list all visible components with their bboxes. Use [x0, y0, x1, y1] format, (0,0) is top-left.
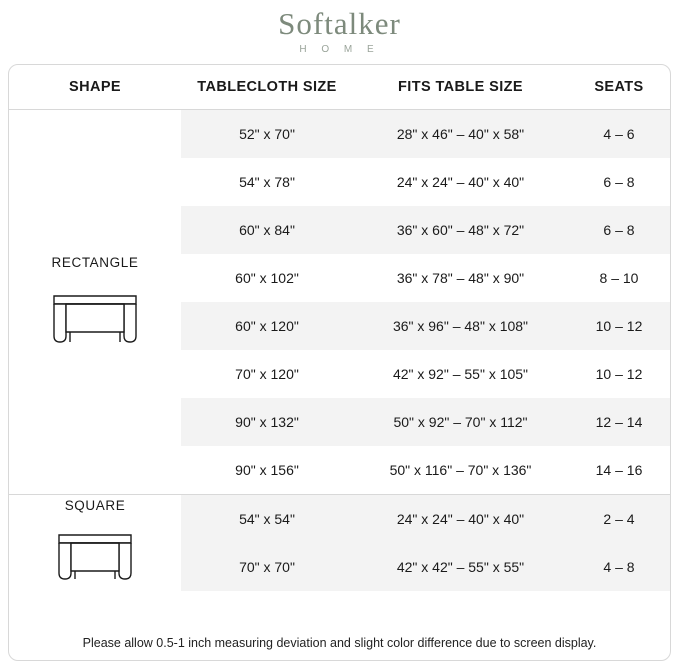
column-header-tablecloth-size: TABLECLOTH SIZE [197, 79, 337, 95]
rows-square [181, 495, 670, 591]
cell-tablecloth-size: 60" x 102" [235, 270, 299, 286]
cell-fits-table-size: 42" x 42" – 55" x 55" [396, 559, 525, 575]
cell-seats: 6 – 8 [603, 222, 635, 238]
cell-tablecloth-size: 70" x 120" [235, 366, 299, 382]
square-tablecloth-icon [43, 521, 147, 589]
cell-fits-table-size: 50" x 116" – 70" x 136" [389, 462, 532, 478]
table-row [181, 158, 670, 206]
shape-label-rectangle: RECTANGLE [51, 254, 139, 270]
cell-seats: 12 – 14 [595, 414, 643, 430]
cell-tablecloth-size: 60" x 84" [239, 222, 295, 238]
cell-seats: 10 – 12 [595, 318, 643, 334]
cell-tablecloth-size: 90" x 132" [235, 414, 299, 430]
cell-tablecloth-size: 54" x 54" [239, 511, 295, 527]
cell-tablecloth-size: 54" x 78" [239, 174, 295, 190]
brand-header [0, 0, 679, 55]
shape-label-square: SQUARE [64, 497, 126, 513]
cell-seats: 2 – 4 [603, 511, 635, 527]
shape-cell-rectangle [9, 110, 181, 494]
cell-fits-table-size: 36" x 78" – 48" x 90" [396, 270, 525, 286]
table-row [181, 543, 670, 591]
table-row [181, 206, 670, 254]
rectangle-tablecloth-icon [40, 278, 150, 350]
table-row [181, 495, 670, 543]
footer-note [9, 626, 670, 660]
table-row [181, 110, 670, 158]
cell-fits-table-size: 50" x 92" – 70" x 112" [393, 414, 528, 430]
table-header-row [9, 65, 670, 109]
brand-name: Softalker [278, 6, 401, 41]
shape-cell-square [9, 495, 181, 591]
cell-seats: 10 – 12 [595, 366, 643, 382]
table-row [181, 302, 670, 350]
cell-seats: 8 – 10 [599, 270, 639, 286]
table-row [181, 254, 670, 302]
cell-fits-table-size: 42" x 92" – 55" x 105" [392, 366, 529, 382]
cell-tablecloth-size: 90" x 156" [235, 462, 299, 478]
cell-fits-table-size: 36" x 96" – 48" x 108" [392, 318, 529, 334]
table-row [181, 350, 670, 398]
column-header-seats: SEATS [594, 79, 644, 95]
cell-tablecloth-size: 70" x 70" [239, 559, 295, 575]
column-header-shape: SHAPE [69, 79, 121, 95]
cell-fits-table-size: 24" x 24" – 40" x 40" [396, 174, 525, 190]
cell-seats: 4 – 8 [603, 559, 635, 575]
cell-tablecloth-size: 60" x 120" [235, 318, 299, 334]
cell-fits-table-size: 28" x 46" – 40" x 58" [396, 126, 525, 142]
column-header-fits-table-size: FITS TABLE SIZE [398, 79, 523, 95]
table-row [181, 446, 670, 494]
cell-tablecloth-size: 52" x 70" [239, 126, 295, 142]
section-rectangle [9, 110, 670, 494]
rows-rectangle [181, 110, 670, 494]
brand-tagline: H O M E [299, 43, 380, 55]
size-chart-table [8, 64, 671, 661]
cell-seats: 14 – 16 [595, 462, 643, 478]
cell-seats: 4 – 6 [603, 126, 635, 142]
cell-seats: 6 – 8 [603, 174, 635, 190]
section-square [9, 495, 670, 591]
cell-fits-table-size: 36" x 60" – 48" x 72" [396, 222, 525, 238]
cell-fits-table-size: 24" x 24" – 40" x 40" [396, 511, 525, 527]
table-row [181, 398, 670, 446]
footer-note-text: Please allow 0.5-1 inch measuring deviation and slight color difference due to screen display. [82, 636, 597, 650]
